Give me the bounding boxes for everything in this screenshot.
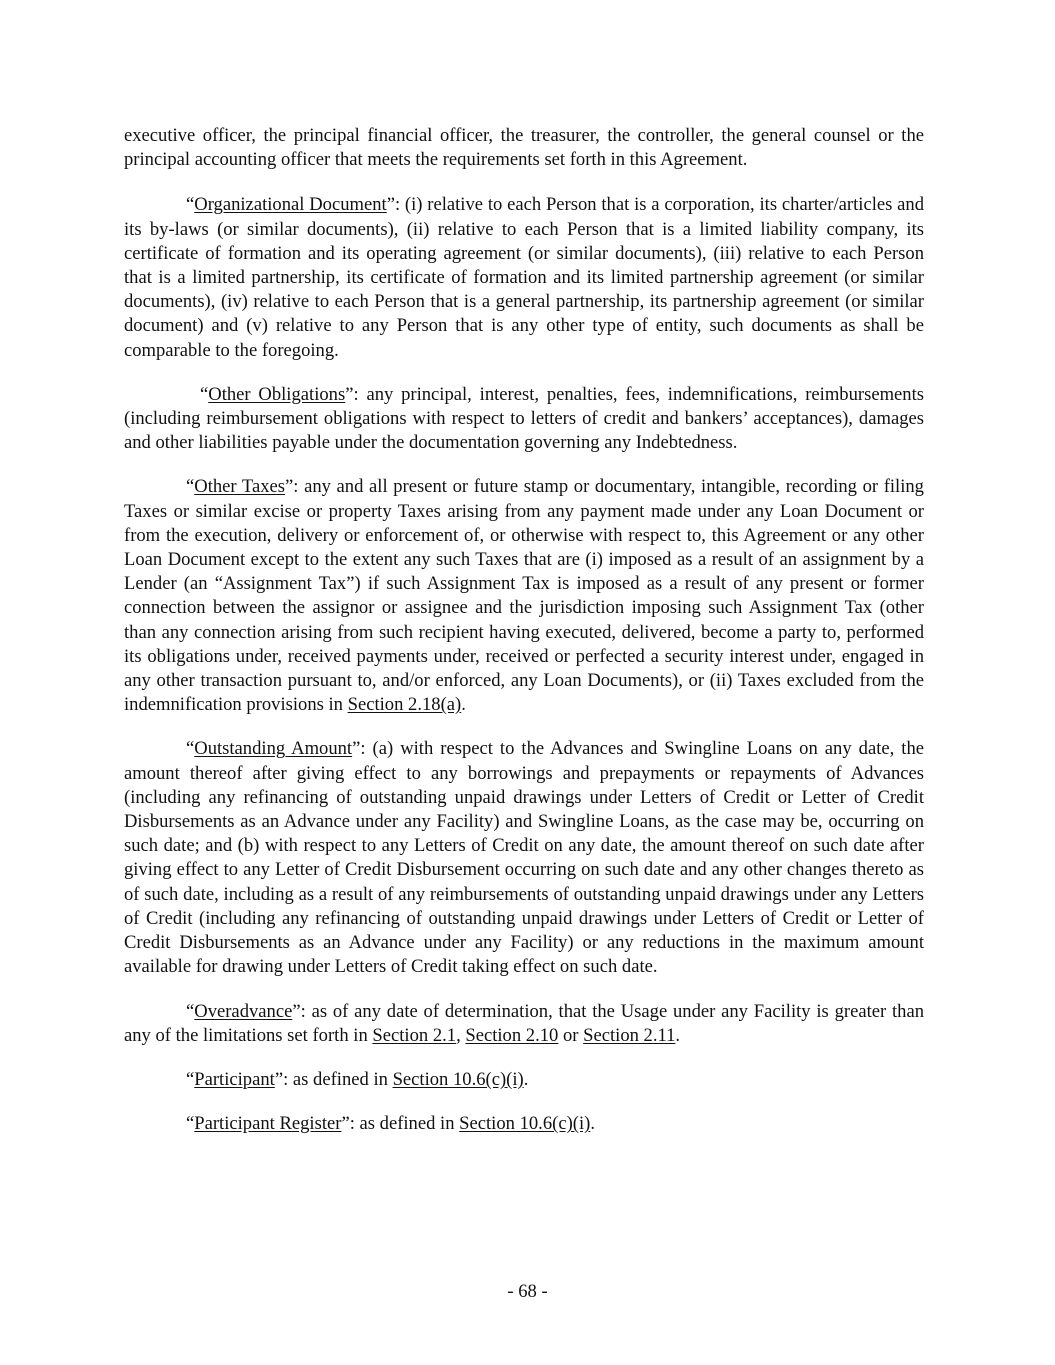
defined-term: Organizational Document: [194, 194, 387, 216]
definition-outstanding-amount: [124, 737, 924, 979]
definition-body: as defined in: [359, 1113, 460, 1135]
section-reference: Section 2.1: [372, 1024, 457, 1046]
term-delimiter: ”:: [345, 383, 367, 405]
definition-body: as of any date of determination, that the Usage under any Facility is greater than any of the limitations set forth in: [124, 1000, 924, 1046]
section-reference: Section 2.10: [465, 1024, 559, 1046]
definition-organizational-document: [124, 193, 924, 362]
defined-term: Participant Register: [194, 1113, 342, 1135]
term-delimiter: ”:: [292, 1000, 312, 1022]
open-quote: “: [186, 1113, 195, 1135]
definition-body: (a) with respect to the Advances and Swingline Loans on any date, the amount thereof after giving effect to any borrowings and prepayments or repayments of Advances (including any refinancing of outstanding unpaid drawings under Letters of Credit or Letter of Credit Disbursements as an Advance under any Facility) and Swingline Loans, as the case may be, occurring on such date; and (b) with respect to any Letters of Credit on any date, the amount thereof on such date after giving effect to any Letter of Credit Disbursement occurring on such date and any other changes thereto as of such date, including as a result of any reimbursements of outstanding unpaid drawings under any Letters of Credit (including any refinancing of outstanding unpaid drawings under Letters of Credit or Letter of Credit Disbursements as an Advance under any Facility) or any reductions in the maximum amount available for drawing under Letters of Credit taking effect on such date.: [124, 738, 924, 978]
section-reference: Section 10.6(c)(i): [459, 1113, 591, 1135]
sentence-end: .: [461, 694, 466, 716]
page-number: - 68 -: [507, 1281, 548, 1302]
document-page: [124, 124, 924, 1156]
paragraph-text: executive officer, the principal financial officer, the treasurer, the controller, the general counsel or the principal accounting officer that meets the requirements set forth in this Agreement.: [124, 125, 924, 171]
open-quote: “: [186, 476, 195, 498]
definition-overadvance: [124, 1000, 924, 1048]
open-quote: “: [186, 1000, 195, 1022]
open-quote: “: [186, 194, 195, 216]
section-reference: Section 10.6(c)(i): [392, 1068, 524, 1090]
sentence-end: .: [675, 1024, 681, 1046]
definition-body: any principal, interest, penalties, fees, indemnifications, reimbursements (including reimbursement obligations with respect to letters of credit and bankers’ acceptances), damages and other liabilities payable under the documentation governing any Indebtedness.: [124, 383, 924, 454]
definition-body: any and all present or future stamp or documentary, intangible, recording or filing Taxes or similar excise or property Taxes arising from any payment made under any Loan Document or from the execution, delivery or enforcement of, or otherwise with respect to, this Agreement or any other Loan Document except to the extent any such Taxes that are (i) imposed as a result of an assignment by a Lender (an “Assignment Tax”) if such Assignment Tax is imposed as a result of any present or former connection between the assignor or assignee and the jurisdiction imposing such Assignment Tax (other than any connection arising from such recipient having executed, delivered, become a party to, performed its obligations under, received payments under, received or perfected a security interest under, engaged in any other transaction pursuant to, and/or enforced, any Loan Documents), or (ii) Taxes excluded from the indemnification provisions in: [124, 476, 924, 716]
definition-body: (i) relative to each Person that is a corporation, its charter/articles and its by-laws (or similar documents), (ii) relative to each Person that is a limited liability company, its certificate of formation and its operating agreement (or similar documents), (iii) relative to each Person that is a limited partnership, its certificate of formation and its limited partnership agreement (or similar documents), (iv) relative to each Person that is a general partnership, its partnership agreement (or similar document) and (v) relative to any Person that is any other type of entity, such documents as shall be comparable to the foregoing.: [124, 194, 925, 361]
open-quote: “: [186, 738, 195, 760]
term-delimiter: ”:: [386, 194, 405, 216]
paragraph-continuation: [124, 124, 924, 172]
section-reference: Section 2.18(a): [347, 694, 462, 716]
separator: or: [558, 1024, 584, 1046]
defined-term: Participant: [194, 1068, 275, 1090]
definition-participant-register: [124, 1112, 924, 1136]
separator: ,: [456, 1024, 466, 1046]
defined-term: Overadvance: [194, 1000, 293, 1022]
definition-other-obligations: [124, 383, 924, 456]
term-delimiter: ”:: [352, 738, 373, 760]
definition-participant: [124, 1068, 924, 1092]
defined-term: Other Taxes: [194, 476, 285, 498]
open-quote: “: [186, 1068, 195, 1090]
sentence-end: .: [590, 1113, 595, 1135]
term-delimiter: ”:: [274, 1068, 293, 1090]
term-delimiter: ”:: [285, 476, 305, 498]
sentence-end: .: [523, 1068, 529, 1090]
open-quote: “: [200, 383, 209, 405]
term-delimiter: ”:: [341, 1113, 360, 1135]
defined-term: Other Obligations: [208, 383, 346, 405]
definition-other-taxes: [124, 475, 924, 717]
definition-body: as defined in: [292, 1068, 393, 1090]
defined-term: Outstanding Amount: [194, 738, 353, 760]
section-reference: Section 2.11: [583, 1024, 676, 1046]
